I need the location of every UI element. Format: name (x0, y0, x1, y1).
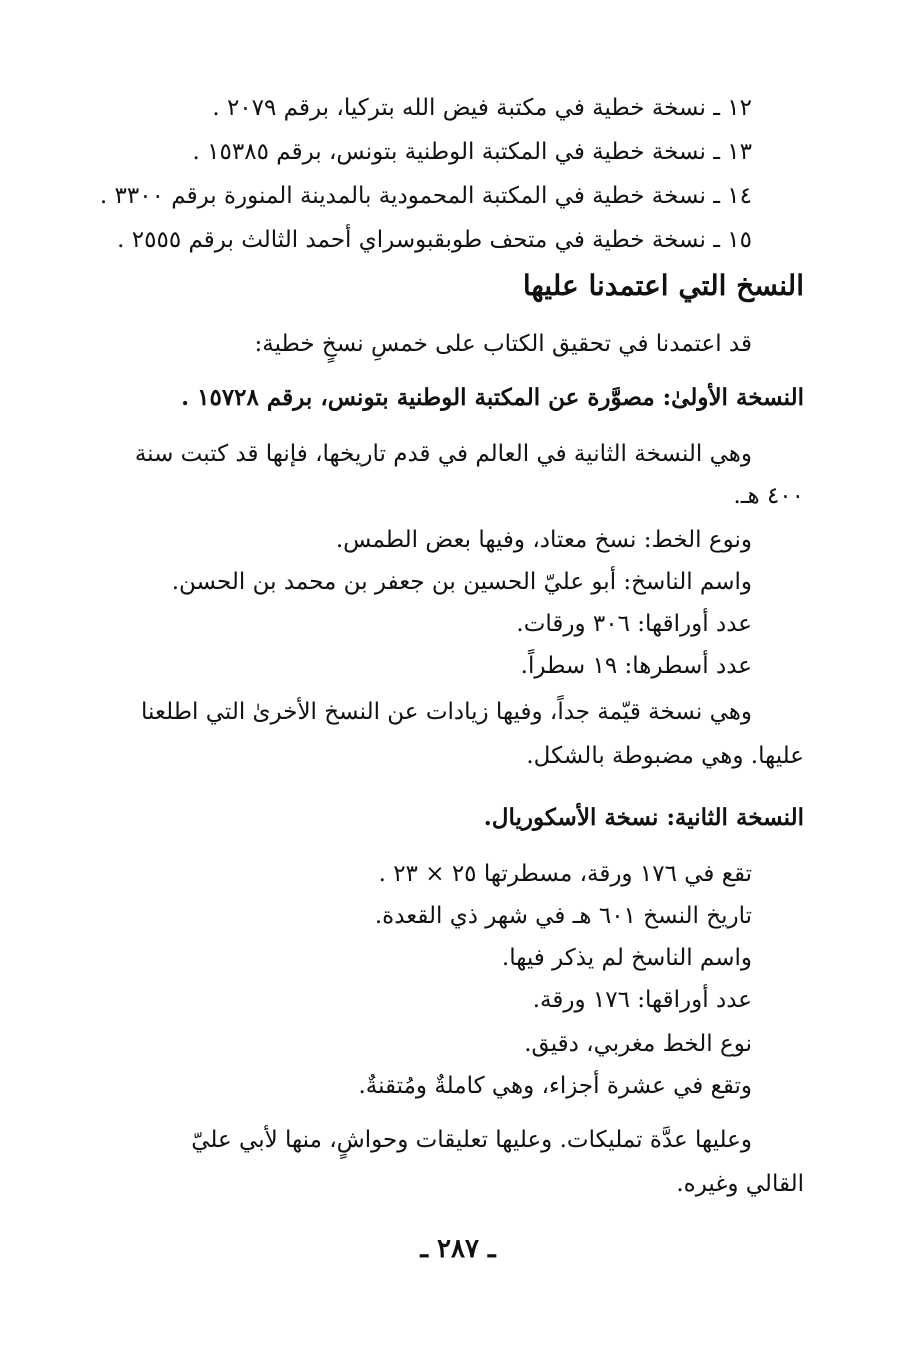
copy2-parts: وتقع في عشرة أجزاء، وهي كاملةٌ ومُتقنةٌ. (358, 1073, 752, 1099)
copy1-paragraph1-line2: ٤٠٠ هـ. (733, 483, 804, 509)
manuscript-item-12: ١٢ ـ نسخة خطية في مكتبة فيض الله بتركيا، برقم ٢٠٧٩ . (212, 95, 752, 121)
section-heading: النسخ التي اعتمدنا عليها (522, 269, 804, 302)
copy1-lines: عدد أسطرها: ١٩ سطراً. (520, 653, 752, 679)
manuscript-item-13: ١٣ ـ نسخة خطية في المكتبة الوطنية بتونس، برقم ١٥٣٨٥ . (192, 139, 752, 165)
copy2-leaves: عدد أوراقها: ١٧٦ ورقة. (532, 987, 752, 1013)
copy1-paragraph1-line1: وهي النسخة الثانية في العالم في قدم تاريخها، فإنها قد كتبت سنة (134, 441, 752, 467)
copy2-size: تقع في ١٧٦ ورقة، مسطرتها ٢٥ × ٢٣ . (378, 861, 752, 887)
intro-text: قد اعتمدنا في تحقيق الكتاب على خمسِ نسخٍ خطية: (254, 331, 752, 357)
manuscript-item-15: ١٥ ـ نسخة خطية في متحف طوبقبوسراي أحمد الثالث برقم ٢٥٥٥ . (117, 227, 752, 253)
copy2-notes-line2: القالي وغيره. (676, 1171, 804, 1197)
copy1-leaves: عدد أوراقها: ٣٠٦ ورقات. (516, 611, 752, 637)
page-number: ـ ٢٨٧ ـ (420, 1234, 496, 1264)
copy1-paragraph2-line1: وهي نسخة قيّمة جداً، وفيها زيادات عن النسخ الأخرىٰ التي اطلعنا (141, 699, 752, 725)
copy2-script-type: نوع الخط مغربي، دقيق. (524, 1031, 752, 1057)
copy2-copyist: واسم الناسخ لم يذكر فيها. (501, 945, 752, 971)
manuscript-item-14: ١٤ ـ نسخة خطية في المكتبة المحمودية بالمدينة المنورة برقم ٣٣٠٠ . (99, 183, 752, 209)
copy2-date: تاريخ النسخ ٦٠١ هـ في شهر ذي القعدة. (374, 903, 752, 929)
copy1-script-type: ونوع الخط: نسخ معتاد، وفيها بعض الطمس. (335, 527, 752, 553)
copy2-notes-line1: وعليها عدَّة تمليكات. وعليها تعليقات وحواشٍ، منها لأبي عليّ (191, 1127, 752, 1153)
copy1-paragraph2-line2: عليها. وهي مضبوطة بالشكل. (526, 743, 804, 769)
copy2-title: النسخة الثانية: نسخة الأسكوريال. (483, 804, 804, 831)
copy1-title: النسخة الأولىٰ: مصوَّرة عن المكتبة الوطنية بتونس، برقم ١٥٧٢٨ . (181, 384, 804, 411)
copy1-copyist: واسم الناسخ: أبو عليّ الحسين بن جعفر بن محمد بن الحسن. (171, 569, 752, 595)
